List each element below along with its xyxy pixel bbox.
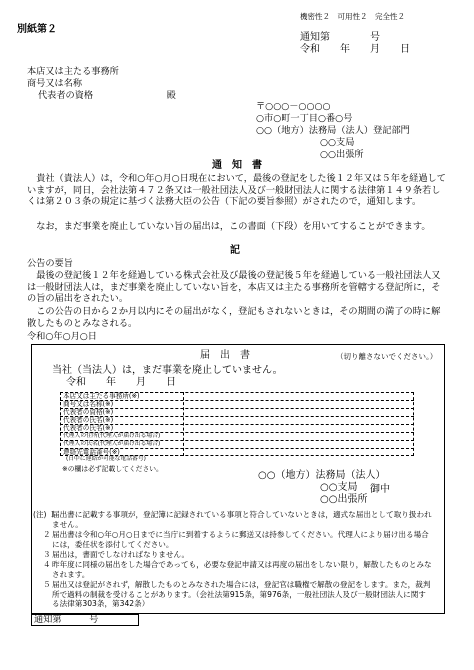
note-number: ４	[43, 560, 51, 569]
addressee-name: 商号又は名称	[27, 78, 83, 89]
sender-substation: ○○出張所	[320, 149, 364, 160]
form-field-phone-label: 連絡先電話番号(※)	[63, 448, 120, 456]
form-field-rep-title-label: 代表者の資格(※)	[63, 408, 114, 416]
form-field-rep-name-label: 代表者の氏名(※)	[63, 416, 114, 424]
sender-postal-code: 〒○○○－○○○○	[256, 101, 331, 112]
form-recipient-suffix: 御中	[370, 484, 390, 495]
sender-branch: ○○支局	[320, 137, 355, 148]
notes-lead: (注) １	[33, 510, 57, 519]
form-statement: 当社（当法人）は，まだ事業を廃止していません。	[52, 365, 283, 376]
footer-notice-number: 通知第 号	[34, 614, 99, 625]
form-recipient-office: ○○（地方）法務局（法人）	[258, 470, 386, 481]
form-field-trade-name-label: 商号又は名称(※)	[63, 400, 114, 408]
do-not-detach-note: （切り離さないでください。）	[336, 352, 438, 361]
note-5: 届出又は登記がされず，解散したものとみなされた場合には，登記官は職権で解散の登記をします。また，裁判所で過料の制裁を受けることがあります。（会社法第915条，第976条，一般社団法人及び一般財団法人に関する法律第303条，第342条）	[52, 580, 431, 609]
form-field-rep-name-label: 代表者の氏名(※)	[63, 424, 114, 432]
form-number: 別紙第２	[17, 24, 57, 35]
form-date: 令和 年 月 日	[66, 377, 176, 388]
form-field-phone-sublabel: (日中に連絡が可能な電話番号)	[66, 456, 146, 462]
note-3: 届出は，書面でしなければなりません。	[52, 550, 190, 559]
note-number: ３	[43, 550, 51, 559]
addressee-representative: 代表者の資格 殿	[38, 90, 176, 101]
sender-address: ○市○町一丁目○番○号	[256, 113, 353, 124]
body-paragraph-1: 貴社（貴法人）は，令和○年○月○日現在において，最後の登記をした後１２年又は５年を経過していますが，同日，会社法第４７２条又は一般社団法人及び一般財団法人に関する法律第１４９条若しくは第２０３条の規定に基づく法務大臣の公告（下記の要旨参照）がされたので，通知します。	[27, 173, 446, 208]
body-paragraph-2: なお，まだ事業を廃止していない旨の届出は，この書面（下段）を用いてすることができます。	[36, 221, 431, 232]
note-4: 昨年度に同様の届出をした場合であっても，必要な登記申請又は再度の届出をしない限り，解散したものとみなされます。	[52, 560, 432, 579]
note-number: ５	[43, 580, 51, 589]
koukoku-date: 令和○年○月○日	[27, 331, 97, 342]
koukoku-paragraph-2: この公告の日から２か月以内にその届出がなく，登記もされないときは，その期間の満了の時に解散したものとみなされる。	[27, 306, 441, 329]
koukoku-title: 公告の要旨	[27, 258, 73, 269]
notice-date-label: 令和 年 月 日	[300, 44, 410, 55]
form-title: 届 出 書	[200, 350, 250, 361]
required-fields-note: ※の欄は必ず記載してください。	[62, 465, 163, 473]
note-2: 届出書は令和○年○月○日までに当庁に到着するように郵送又は持参してください。代理人により届け出る場合には，委任状を添付してください。	[52, 530, 429, 549]
security-classification: 機密性２ 可用性２ 完全性２	[300, 12, 405, 21]
note-number: ２	[43, 530, 51, 539]
form-field-head-office-label: 本店又は主たる事務所(※)	[63, 392, 140, 400]
koukoku-paragraph-1: 最後の登記後１２年を経過している株式会社及び最後の登記後５年を経過している一般社団法人又は一般財団法人は，まだ事業を廃止していない旨を，本店又は主たる事務所を管轄する登記所に，その旨の届出をされたい。	[27, 270, 441, 305]
form-field-agent-name-label: 代理人の氏名(代理人が届け出る場合)	[63, 441, 161, 447]
sender-office: ○○（地方）法務局（法人）登記部門	[256, 125, 410, 136]
column-divider	[183, 392, 184, 456]
form-field-agent-address-label: 代理人の住所(代理人が届け出る場合)	[63, 433, 161, 439]
document-title: 通 知 書	[212, 160, 262, 171]
addressee-address: 本店又は主たる事務所	[27, 66, 119, 77]
note-1: 届出書に記載する事項が，登記簿に記録されている事項と符合していないときは，適式な届出として取り扱われません。	[52, 510, 432, 529]
form-recipient-substation: ○○出張所	[320, 494, 368, 505]
ki-heading: 記	[230, 245, 240, 256]
form-recipient-branch: ○○支局	[320, 482, 358, 493]
notice-number-label: 通知第 号	[300, 32, 380, 43]
